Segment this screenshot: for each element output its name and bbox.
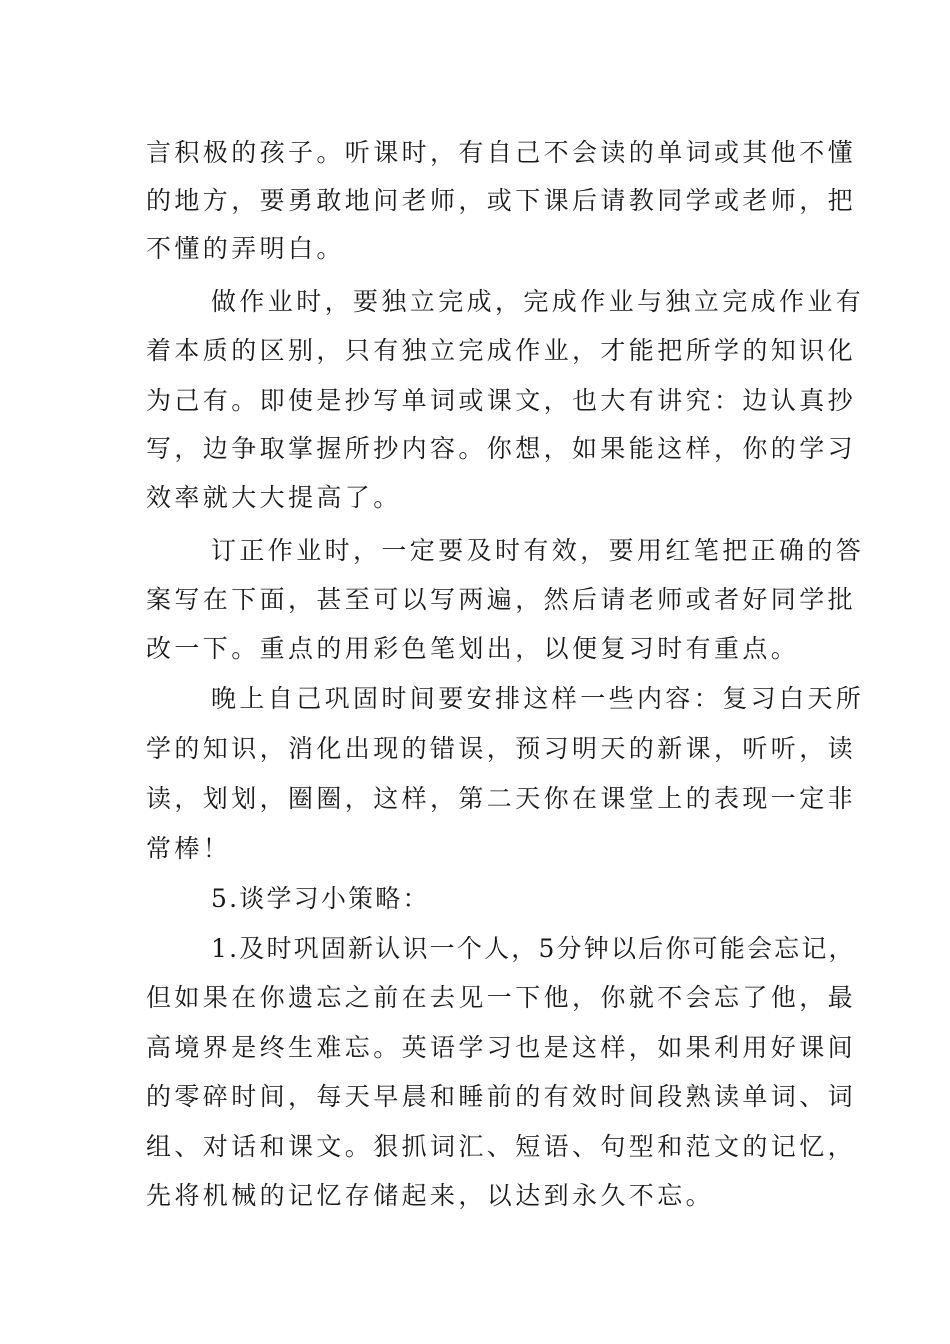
text-line: 读，划划，圈圈，这样，第二天你在课堂上的表现一定非	[146, 784, 857, 813]
text-line: 着本质的区别，只有独立完成作业，才能把所学的知识化	[146, 336, 857, 365]
paragraph-first-line: 1.及时巩固新认识一个人，5分钟以后你可能会忘记，	[211, 934, 856, 963]
text-line: 的地方，要勇敢地问老师，或下课后请教同学或老师，把	[146, 186, 857, 215]
text-line: 改一下。重点的用彩色笔划出，以便复习时有重点。	[146, 634, 800, 663]
section-heading: 5.谈学习小策略：	[211, 884, 430, 913]
text-line: 写，边争取掌握所抄内容。你想，如果能这样，你的学习	[146, 434, 857, 463]
text-line: 高境界是终生难忘。英语学习也是这样，如果利用好课间	[146, 1033, 857, 1062]
text-line: 先将机械的记忆存储起来，以达到永久不忘。	[146, 1181, 715, 1210]
paragraph-first-line: 做作业时，要独立完成，完成作业与独立完成作业有	[211, 287, 865, 316]
text-line: 效率就大大提高了。	[146, 483, 402, 512]
text-line: 但如果在你遗忘之前在去见一下他，你就不会忘了他，最	[146, 983, 857, 1012]
text-line: 学的知识，消化出现的错误，预习明天的新课，听听，读	[146, 734, 857, 763]
text-line: 言积极的孩子。听课时，有自己不会读的单词或其他不懂	[146, 138, 857, 167]
text-line: 常棒！	[146, 834, 232, 863]
paragraph-first-line: 订正作业时，一定要及时有效，要用红笔把正确的答	[211, 536, 865, 565]
text-line: 组、对话和课文。狠抓词汇、短语、句型和范文的记忆，	[146, 1132, 857, 1161]
text-line: 案写在下面，甚至可以写两遍，然后请老师或者好同学批	[146, 585, 857, 614]
text-line: 不懂的弄明白。	[146, 234, 345, 263]
paragraph-first-line: 晚上自己巩固时间要安排这样一些内容：复习白天所	[211, 684, 865, 713]
text-line: 的零碎时间，每天早晨和睡前的有效时间段熟读单词、词	[146, 1082, 857, 1111]
text-line: 为己有。即使是抄写单词或课文，也大有讲究：边认真抄	[146, 386, 857, 415]
